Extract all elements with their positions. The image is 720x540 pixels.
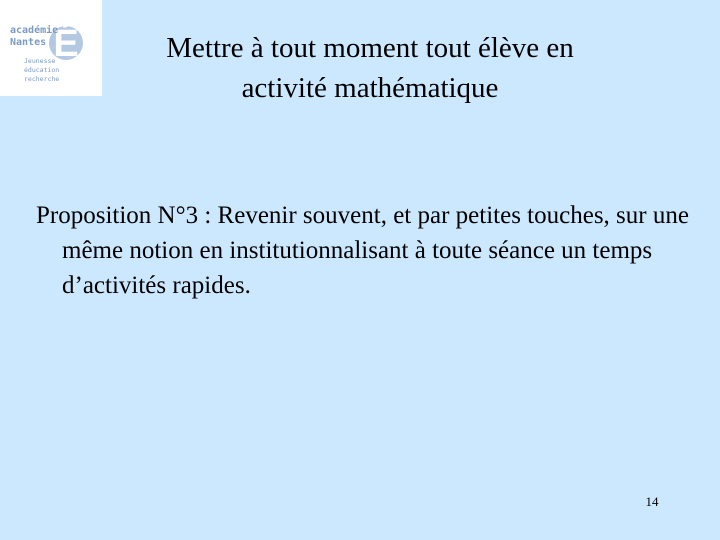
slide-title-line-1: Mettre à tout moment tout élève en — [166, 32, 574, 64]
slide-title-line-2: activité mathématique — [241, 72, 499, 104]
academie-nantes-logo — [0, 0, 102, 96]
logo-line-recherche: recherche — [24, 75, 60, 83]
logo-line-nantes: Nantes — [10, 37, 47, 48]
slide-title — [100, 28, 640, 108]
logo-letter: É — [53, 23, 79, 65]
proposition-text: Proposition N°3 : Revenir souvent, et par petites touches, sur une même notion en institutionnalisant à toute séance un temps d’activités rapides. — [36, 202, 689, 299]
logo-line-education: éducation — [24, 66, 60, 74]
page-number: 14 — [645, 494, 659, 509]
logo-line-jeunesse: Jeunesse — [24, 57, 56, 65]
logo-line-academie: académie — [10, 25, 59, 36]
academie-logo-icon — [0, 0, 102, 96]
